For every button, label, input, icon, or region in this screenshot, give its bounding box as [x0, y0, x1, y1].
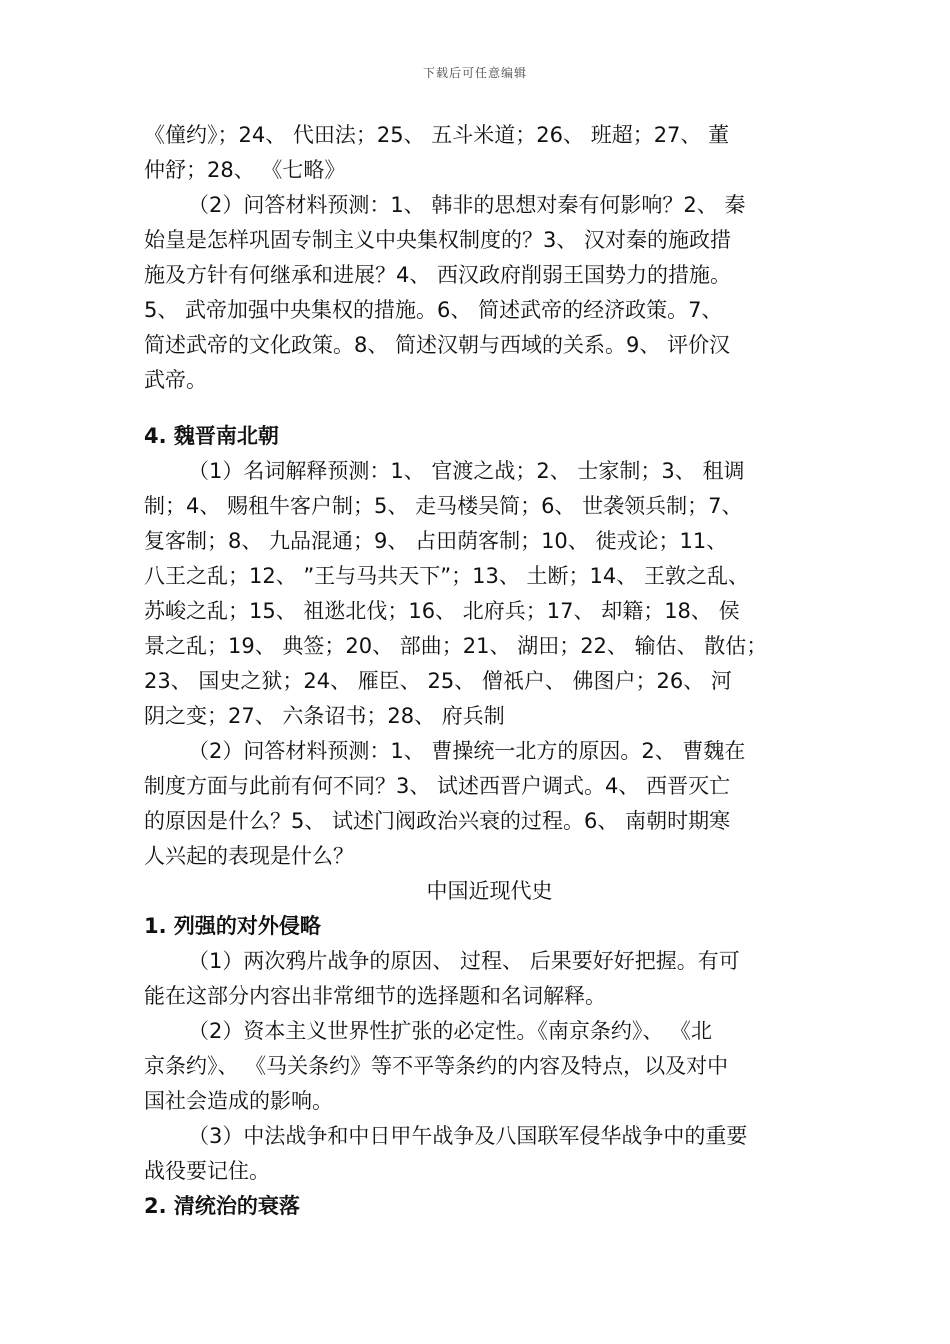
text-line: 人兴起的表现是什么？ — [144, 844, 354, 868]
text-line: 制度方面与此前有何不同？3、 试述西晋户调式。4、 西晋灭亡 — [144, 774, 731, 798]
text-line: 苏峻之乱；15、 祖逖北伐；16、 北府兵；17、 却籍；18、 侯 — [144, 599, 740, 623]
text-line: 武帝。 — [144, 368, 207, 392]
part-title: 中国近现代史 — [426, 879, 553, 903]
section-heading: 2. 清统治的衰落 — [144, 1194, 300, 1218]
text-line: 5、 武帝加强中央集权的措施。6、 简述武帝的经济政策。7、 — [144, 298, 723, 322]
text-line: （2）资本主义世界性扩张的必定性。《南京条约》、 《北 — [188, 1019, 713, 1043]
text-line: 的原因是什么？5、 试述门阀政治兴衰的过程。6、 南朝时期寒 — [144, 809, 731, 833]
text-line: 景之乱；19、 典签；20、 部曲；21、 湖田；22、 输估、 散估； — [144, 634, 768, 658]
text-line: （3）中法战争和中日甲午战争及八国联军侵华战争中的重要 — [188, 1124, 748, 1148]
text-line: （1）两次鸦片战争的原因、 过程、 后果要好好把握。有可 — [188, 949, 740, 973]
text-line: 阴之变；27、 六条诏书；28、 府兵制 — [144, 704, 505, 728]
text-line: 23、 国史之狱；24、 雁臣、 25、 僧祇户、 佛图户；26、 河 — [144, 669, 732, 693]
text-line: 国社会造成的影响。 — [144, 1089, 333, 1113]
section-heading: 4. 魏晋南北朝 — [144, 424, 279, 448]
text-line: 始皇是怎样巩固专制主义中央集权制度的？3、 汉对秦的施政措 — [144, 228, 732, 252]
document-body — [144, 118, 809, 1224]
text-line: 能在这部分内容出非常细节的选择题和名词解释。 — [144, 984, 606, 1008]
text-line: 八王之乱；12、 ”王与马共天下”；13、 土断；14、 王敦之乱、 — [144, 564, 749, 588]
section-heading: 1. 列强的对外侵略 — [144, 914, 321, 938]
text-line: 施及方针有何继承和进展？4、 西汉政府削弱王国势力的措施。 — [144, 263, 732, 287]
text-line: 制；4、 赐租牛客户制；5、 走马楼吴简；6、 世袭领兵制；7、 — [144, 494, 743, 518]
text-line: （2）问答材料预测：1、 曹操统一北方的原因。2、 曹魏在 — [188, 739, 746, 763]
text-line: 仲舒；28、 《七略》 — [144, 158, 346, 182]
text-line: 简述武帝的文化政策。8、 简述汉朝与西域的关系。9、 评价汉 — [144, 333, 731, 357]
text-line: 京条约》、 《马关条约》等不平等条约的内容及特点，以及对中 — [144, 1054, 729, 1078]
text-line: 复客制；8、 九品混通；9、 占田荫客制；10、 徙戎论；11、 — [144, 529, 728, 553]
page-header: 下载后可任意编辑 — [422, 66, 527, 80]
text-line: 战役要记住。 — [144, 1159, 270, 1183]
text-line: 《僮约》；24、 代田法；25、 五斗米道；26、 班超；27、 董 — [144, 123, 730, 147]
text-line: （1）名词解释预测：1、 官渡之战；2、 士家制；3、 租调 — [188, 459, 745, 483]
paragraph-gap — [144, 398, 809, 419]
text-line: （2）问答材料预测：1、 韩非的思想对秦有何影响？2、 秦 — [188, 193, 746, 217]
